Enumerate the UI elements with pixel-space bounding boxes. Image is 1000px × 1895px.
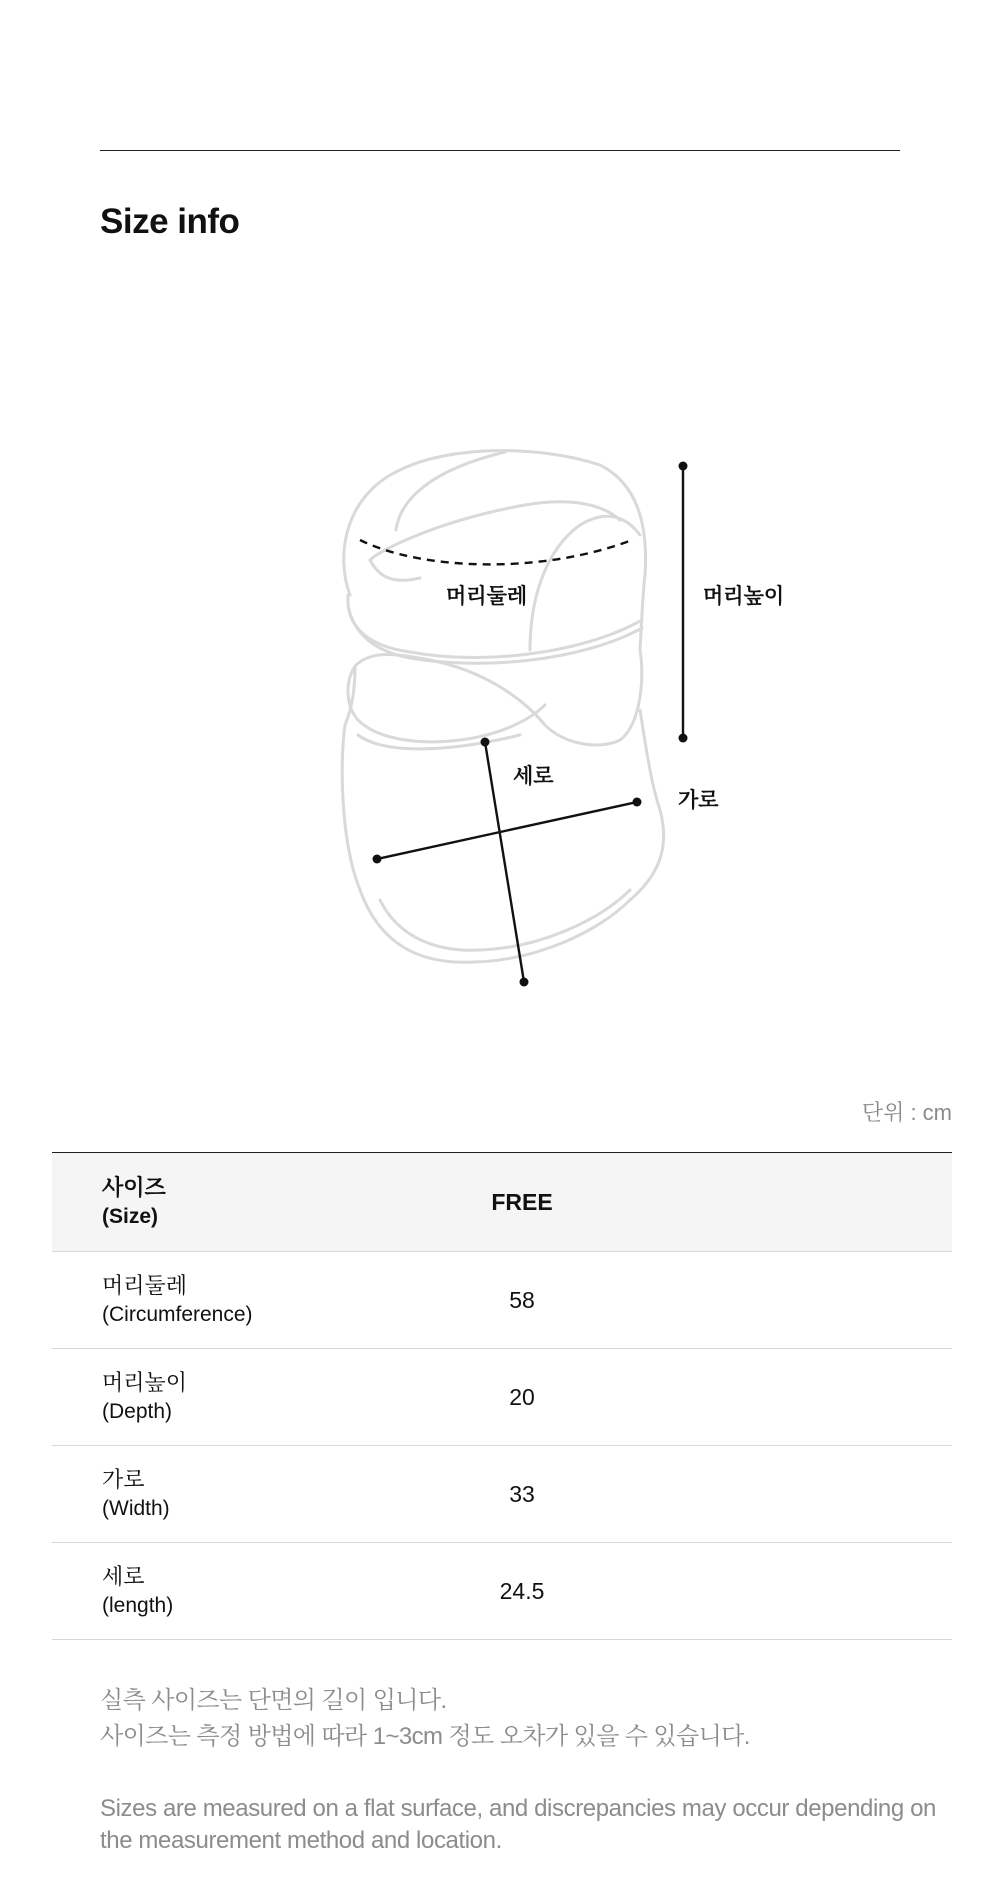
- width-measure-line: [377, 802, 637, 859]
- width-label: 가로: [678, 789, 719, 812]
- balaclava-outline: [342, 451, 663, 963]
- length-measure-bottom-dot: [520, 978, 529, 987]
- depth-measure-top-dot: [679, 462, 688, 471]
- balaclava-size-diagram: [0, 440, 1000, 1010]
- row-value-cell: [482, 1543, 952, 1640]
- size-table: [52, 1152, 952, 1640]
- table-row: [52, 1252, 952, 1349]
- row-label-ko: 세로: [102, 1564, 145, 1589]
- row-label-en: (Depth): [102, 1400, 173, 1423]
- row-label-ko: 가로: [102, 1467, 145, 1492]
- measurement-note-ko-line2: 사이즈는 측정 방법에 따라 1~3cm 정도 오차가 있을 수 있습니다.: [100, 1723, 750, 1750]
- table-header-row: [52, 1153, 952, 1252]
- row-label-cell: [52, 1446, 482, 1543]
- length-measure-top-dot: [481, 738, 490, 747]
- header-value-cell: [482, 1153, 952, 1252]
- header-label-ko: 사이즈: [102, 1175, 166, 1200]
- header-value: FREE: [491, 1188, 553, 1215]
- balaclava-illustration: [0, 440, 1000, 1010]
- row-value-cell: [482, 1252, 952, 1349]
- row-value: 33: [509, 1480, 535, 1507]
- length-label: 세로: [513, 765, 554, 788]
- header-label-cell: [52, 1153, 482, 1252]
- row-value: 58: [509, 1286, 535, 1313]
- row-label-en: (Circumference): [102, 1303, 253, 1326]
- row-label-ko: 머리둘레: [102, 1273, 188, 1298]
- measurement-note-en: Sizes are measured on a flat surface, and discrepancies may occur depending on the measurement method and location.: [100, 1795, 936, 1854]
- row-label-cell: [52, 1349, 482, 1446]
- width-measure-right-dot: [633, 798, 642, 807]
- table-row: [52, 1446, 952, 1543]
- page-title: Size info: [100, 202, 240, 241]
- depth-label: 머리높이: [703, 585, 785, 608]
- row-label-cell: [52, 1252, 482, 1349]
- width-measure-left-dot: [373, 855, 382, 864]
- table-row: [52, 1543, 952, 1640]
- row-value-cell: [482, 1446, 952, 1543]
- row-label-en: (length): [102, 1594, 174, 1617]
- unit-label: 단위 : cm: [861, 1100, 952, 1125]
- row-label-ko: 머리높이: [102, 1370, 188, 1395]
- row-value: 20: [509, 1383, 535, 1410]
- row-label-en: (Width): [102, 1497, 170, 1520]
- table-row: [52, 1349, 952, 1446]
- header-label-en: (Size): [102, 1205, 159, 1228]
- row-value-cell: [482, 1349, 952, 1446]
- row-label-cell: [52, 1543, 482, 1640]
- top-divider: [100, 150, 900, 151]
- measurement-note-ko-line1: 실측 사이즈는 단면의 길이 입니다.: [100, 1687, 447, 1714]
- row-value: 24.5: [499, 1577, 545, 1604]
- measurement-note-ko: [100, 1683, 750, 1755]
- depth-measure-bottom-dot: [679, 734, 688, 743]
- circumference-label: 머리둘레: [446, 585, 528, 608]
